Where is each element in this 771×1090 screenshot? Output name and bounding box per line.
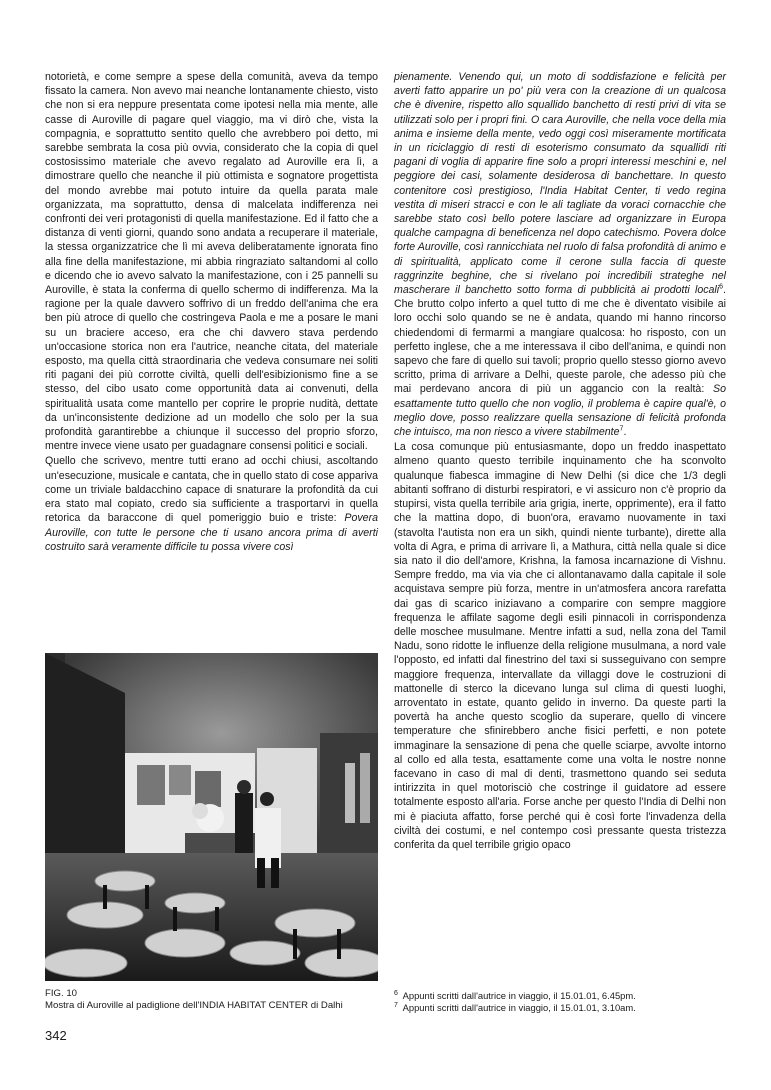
footnotes <box>394 990 734 1014</box>
left-paragraph-1: notorietà, e come sempre a spese della comunità, aveva da tempo fissato la camera. Non avevo mai neanche lontanamente chiesto, visto che non si era neppure presentata come ipotesi nella mia mente, alle casse di Auroville di pagare quel viaggio, ma vi dirò che, vista la compagnia, e soprattutto sentito quello che avrebbero poi detto, mi sarebbe sembrata la cosa più ovvia, considerato che la copia di quel costosissimo materiale che avevo regalato ad Auroville era lì, a dimostrare quello che neanche il più ottimista e sognatore progettista del mondo avrebbe mai potuto intuire da quella parata male organizzata, ma soprattutto, densa di malcelata indifferenza nei confronti dei veri protagonisti di quella manifestazione. Ed il fatto che a distanza di venti giorni, quando sono andata a recuperare il materiale, la stessa organizzatrice che lì mi aveva deliberatamente ignorata fino alla fine della manifestazione, mi abbia ringraziato saltandomi al collo e dicendo che io avevo salvato la manifestazione, con i 25 pannelli su Auroville, è stata la conferma di quello schermo di indifferenza. Ma la ragione per la quale davvero soffrivo di un freddo dell'anima che era ben più atroce di quello che costringeva Paola e me a posare le mani su un braciere acceso, era che chi davvero stava perdendo un'occasione storica non era l'autrice, neanche citata, del materiale esposto, ma quella città straordinaria che vedeva consumare nei soliti riti pagani dei più corrotte civiltà, quelli dell'esibizionismo fine a se stesso, del cibo usato come opportunità data ai convenuti, della spiritualità usata come mantello per coprire le proprie nudità, dettate da un'inconsistente dedizione ad un modello che solo per la sua profondità garantirebbe a chiunque il successo del proprio sforzo, mentre invece viene usato per guadagnare consensi politici e sociali. <box>45 71 378 453</box>
right-paragraph-2: La cosa comunque più entusiasmante, dopo un freddo inaspettato almeno quanto questo terribile inquinamento che ha sconvolto qualunque fiabesca immagine di New Delhi (si dice che 1/3 degli abitanti soffrano di disturbi respiratori, e vi assicuro non c'è proprio da stupirsi, vista quella terribile aria grigia, inerte, opprimente), era il fatto che la mattina dopo, di buon'ora, eravamo nuovamente in taxi (stavolta l'autista non era un sikh, quindi niente turbante), dirette alla volta di Agra, e prima di arrivare lì, a Mathura, città nella quale si dice sia nato il dio dell'amore, Krishna, la famosa incarnazione di Vishnu. Sempre freddo, ma via via che ci allontanavamo dalla capitale il sole acquistava sempre più forza, mentre in un'atmosfera ancora rarefatta dai gas di scarico iniziavano a comparire con sempre maggiore frequenza le affilate sagome degli esili pinnacoli in corrispondenza delle moschee musulmane. Mentre infatti a sud, nella zona del Tamil Nadu, sono ridotte le influenze della religione musulmana, a nord vale l'opposto, ed infatti dal finestrino del taxi si susseguivano con sempre maggiore frequenza, intervallate da villaggi dove le costruzioni di mattonelle di sterco la dicevano lunga sul clima di questi luoghi, arroventato in estate, quanto gelido in inverno. Da queste parti la povertà ha anche questo scoglio da superare, quello di vincere temperature che sfinirebbero anche fisici perfetti, e non potete immaginare la sensazione di pena che quelle sciarpe, avvolte intorno al collo ed alla testa, esattamente come una volta le nostre nonne facevano in caso di mal di denti, trasmettono quando sei seduta intirizzita in quel motorisciò che costringe il guidatore ad essere totalmente esposto all'aria. Forse anche per questo l'India di Delhi non mi è piaciuta affatto, forse perché qui è così forte l'invadenza della civiltà dei costumi, e nel contempo così pressante questa tristezza conferita da quel terribile grigio opaco <box>394 441 726 851</box>
page-number: 342 <box>45 1028 67 1043</box>
left-text-column <box>45 70 378 554</box>
left-paragraph-2-text: Quello che scrivevo, mentre tutti erano ad occhi chiusi, ascoltando un'esecuzione, musicale e cantata, che in quello stato di cose appariva come un triviale baldacchino capace di snaturare la profondità da cui era stato mal copiato, credo sia sufficiente a trasportarvi in quella retorica da baraccone di quel pomeriggio buio e triste: <box>45 455 378 525</box>
footnote-num: 6 <box>394 989 398 997</box>
footnote-num: 7 <box>394 1001 398 1009</box>
footnote-7 <box>394 1002 734 1014</box>
right-paragraph-1-text: . Che brutto colpo inferto a quel tutto di me che è diventato visibile ai loro occhi solo quando se ne è andata, quando mi hanno rincorso chiedendomi di fermarmi a mangiare qualcosa: ho risposto, con un perfetto inglese, che a me interessava il cibo dell'anima, e quindi non sapevo che fare di quello sui tavoli; proprio quello stesso giorno avevo scritto, prima di arrivare a Delhi, queste parole, che adesso più che mai perdevano ancora di più un aggancio con la realtà: <box>394 284 726 396</box>
footnote-6 <box>394 990 734 1002</box>
right-quote-2: So esattamente tutto quello che non voglio, il problema è capire qual'è, o meglio dove, posso realizzare quella sensazione di felicità profonda che intuisco, ma non riesco a vivere stabilmente <box>394 383 726 439</box>
figure-label: FIG. 10 <box>45 988 77 999</box>
exhibition-photo <box>45 653 378 981</box>
footnote-ref-6: 6 <box>719 283 724 291</box>
left-paragraph-2-quote: Povera Auroville, con tutte le persone che ti usano ancora prima di averti costruito sarà veramente difficile tu possa vivere così <box>45 512 378 553</box>
right-text-column <box>394 70 726 852</box>
footnote-text: Appunti scritti dall'autrice in viaggio, il 15.01.01, 3.10am. <box>402 1002 636 1013</box>
figure-caption <box>45 988 390 1012</box>
right-quote-1: pienamente. Venendo qui, un moto di soddisfazione e felicità per averti fatto apparire un po' più vera con la creazione di un qualcosa che è divenire, rispetto allo squallido banchetto di resti privi di vita se utilizzati solo per i propri fini. O cara Auroville, che nella voce della mia anima e insieme della mente, vedo oggi così miseramente mortificata in un riciclaggio di resti di esoterismo consumato da squallidi riti pagani di voglia di apparire fine solo a propri interessi meschini e, nel peggiore dei casi, solamente desiderosa di banchettare. In questo contenitore così prestigioso, l'India Habitat Center, ti vedo regina vestita di miseri stracci e con le ali tagliate da voraci cornacchie che sarebbe stato così bello potere lasciare ad organizzare in Europa qualche campagna di beneficenza nel dopo catechismo. Povera dolce forte Auroville, così rannicchiata nel ruolo di falsa profondità di animo e di spiritualità, applicato come il cerone sulla faccia di queste raggrinzite beghine, che si rivelano poi incredibili strateghe nel mascherare il banchetto sotto forma di pubblicità ai prodotti locali <box>394 71 726 297</box>
footnote-ref-7: 7 <box>619 425 624 433</box>
right-paragraph-1-end: . <box>623 426 627 439</box>
footnote-text: Appunti scritti dall'autrice in viaggio, il 15.01.01, 6.45pm. <box>402 990 636 1001</box>
figure-caption-text: Mostra di Auroville al padiglione dell'INDIA HABITAT CENTER di Dalhi <box>45 1000 343 1011</box>
right-paragraph-1 <box>394 70 726 439</box>
left-paragraph-2 <box>45 454 378 553</box>
